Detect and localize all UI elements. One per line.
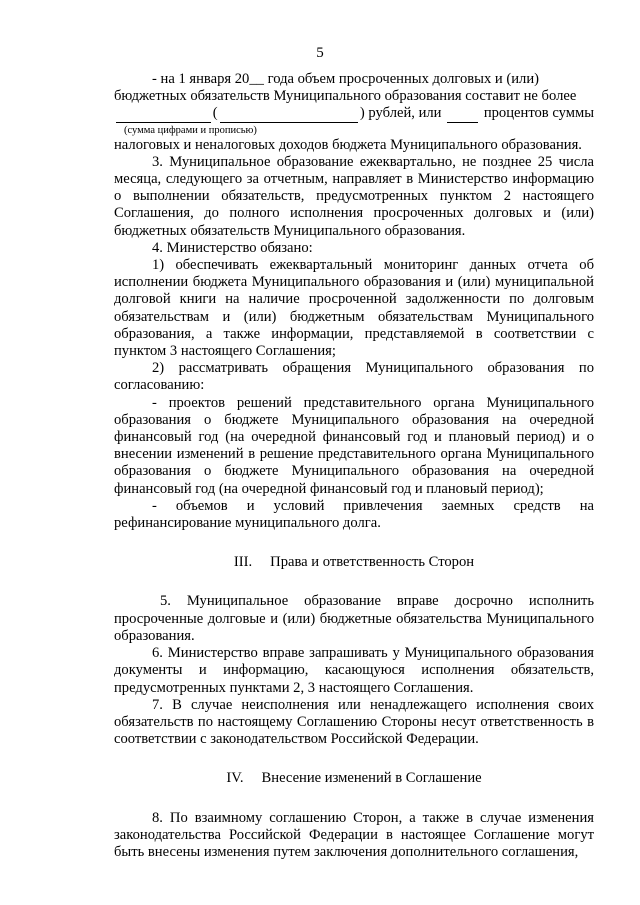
amount-rubles-text: ) рублей, или [359, 105, 442, 122]
paragraph-7: 7. В случае неисполнения или ненадлежащего исполнения своих обязательств по настоящему Соглашению Стороны несут ответственность в соответствии с законодательством Российской Федерации. [114, 696, 594, 748]
paragraph-5: 5. Муниципальное образование вправе досрочно исполнить просроченные долговые и (или) бюджетные обязательства Муниципального образования. [114, 593, 594, 644]
section-3-number: III. [233, 554, 253, 571]
paragraph-4-2: 2) рассматривать обращения Муниципального образования по согласованию: [114, 360, 594, 394]
section-4-heading [114, 770, 594, 787]
paragraph-4-2-a: - проектов решений представительного органа Муниципального образования о бюджете Муниципального образования на очередной финансовый год (на очередной финансовый год и плановый период) и о внесении изменений в решение представительного органа Муниципального образования о бюджете Муниципального образования на очередной финансовый год (на очередной финансовый год и плановый период); [114, 394, 594, 497]
paragraph-overdue-line1: - на 1 января 20__ года объем просроченных долговых и (или) [152, 71, 539, 87]
amount-blank [116, 110, 211, 123]
page-number: 5 [316, 45, 324, 61]
section-4-title: Внесение изменений в Соглашение [261, 770, 482, 787]
paragraph-6: 6. Министерство вправе запрашивать у Муниципального образования документы и информацию, касающуюся исполнения обязательств, предусмотренных пунктами 2, 3 настоящего Соглашения. [114, 645, 594, 696]
paragraph-4-1: 1) обеспечивать ежеквартальный мониторинг данных отчета об исполнении бюджета Муниципального образования и (или) муниципальной долговой книги на наличие просроченной задолженности по долговым обязательствам и (или) бюджетным обязательствам Муниципального образования, а также информации, представляемой в соответствии с пунктом 3 настоящего Соглашения; [114, 257, 594, 360]
section-3-heading [114, 554, 594, 571]
document-body [114, 71, 594, 861]
paragraph-4-2-b: - объемов и условий привлечения заемных средств на рефинансирование муниципального долга. [114, 497, 594, 532]
section-4-number: IV. [226, 770, 244, 787]
percent-blank [447, 110, 477, 123]
amount-open-paren: ( [212, 105, 218, 122]
paragraph-3: 3. Муниципальное образование ежеквартально, не позднее 25 числа месяца, следующего за отчетным, направляет в Министерство информацию о выполнении обязательств, предусмотренных пунктом 2 настоящего Соглашения, до полного исполнения просроченных долговых и (или) бюджетных обязательств Муниципального образования. [114, 153, 594, 239]
amount-caption: (сумма цифрами и прописью) [124, 124, 257, 136]
paragraph-overdue-line3 [114, 105, 594, 122]
amount-words-blank [220, 110, 358, 123]
paragraph-overdue-line4: налоговых и неналоговых доходов бюджета Муниципального образования. [114, 136, 582, 153]
paragraph-8: 8. По взаимному соглашению Сторон, а также в случае изменения законодательства Российской Федерации в настоящее Соглашение могут быть внесены изменения путем заключения дополнительного соглашения, [114, 809, 594, 860]
percent-text: процентов суммы [483, 105, 594, 122]
paragraph-4: 4. Министерство обязано: [152, 239, 313, 256]
section-3-title: Права и ответственность Сторон [270, 554, 475, 571]
paragraph-overdue-line2: бюджетных обязательств Муниципального образования составит не более [114, 88, 577, 105]
